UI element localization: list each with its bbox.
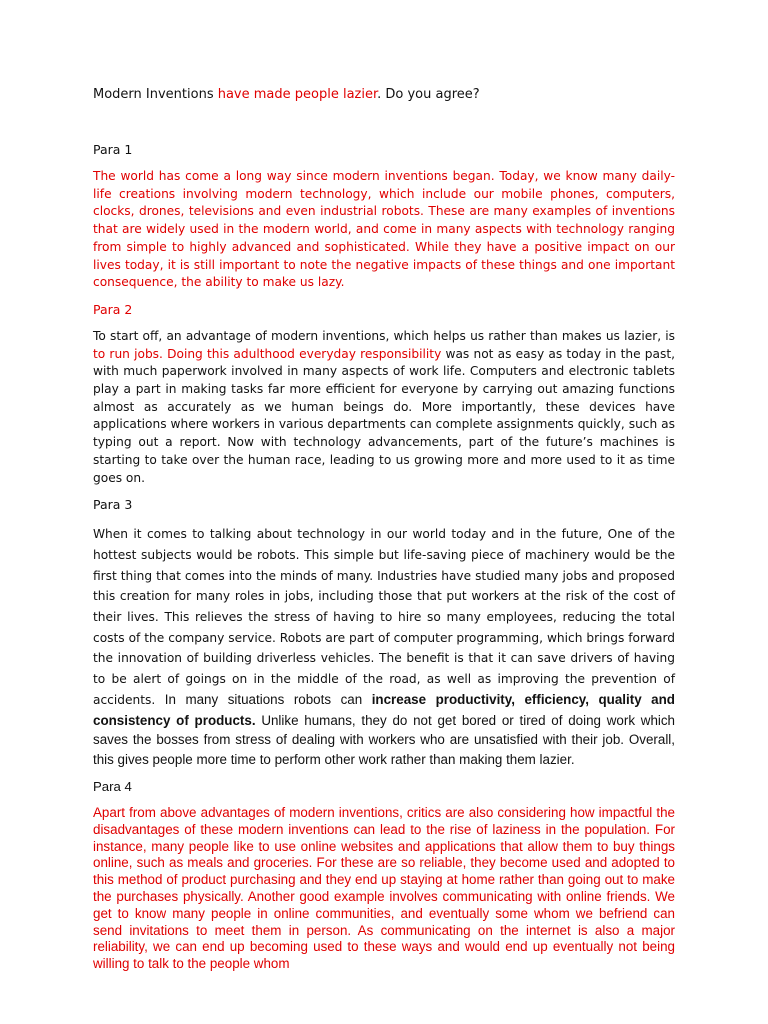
title-highlight: have made people lazier: [217, 87, 378, 102]
para-2-highlight: to run jobs. Doing this adulthood everyday responsibility: [93, 346, 442, 361]
document-page: [93, 86, 675, 973]
para-3-text-4: Unlike humans, they do not get bored or tired of doing work which saves the bosses from stress of dealing with workers who are unsatisfied with their job. Overall, this gives people more time to perform other work rather than making them lazier.: [93, 712, 676, 768]
para-4-label: Para 4: [93, 778, 132, 794]
para-3-text: [93, 523, 675, 769]
para-3-text-1: When it comes to talking about technology in our world today and in the future, One of the hottest subjects would be robots. This simple but life-saving piece of machinery would be the first thing that comes into the minds of many. Industries have studied many jobs and proposed this creation for many roles in jobs, including those that put workers at the risk of the cost of their lives. This relieves the stress of having to hire so many employees, reducing the total costs of the company service. Robots are part of computer programming, which brings forward the innovation of building driverless vehicles. The benefit is that it can save drivers of having to be alert of goings on in the middle of the road, as well as improving the prevention of accidents.: [93, 527, 675, 707]
title-part-3: . Do you agree?: [377, 87, 480, 102]
para-2-text: [93, 328, 675, 487]
para-2-label: Para 2: [93, 301, 133, 317]
para-2-text-1: To start off, an advantage of modern inventions, which helps us rather than makes us lazier, is: [93, 328, 675, 343]
title-part-1: Modern Inventions: [93, 87, 218, 102]
para-1-label: Para 1: [93, 142, 133, 157]
para-2-text-3: was not as easy as today in the past, with much paperwork involved in many aspects of work life. Computers and electronic tablets play a part in making tasks far more efficient for everyone by carrying out amazing functions almost as accurately as we human beings do. More importantly, these devices have applications where workers in various departments can complete assignments quickly, such as typing out a report. Now with technology advancements, part of the future’s machines is starting to take over the human race, leading to us growing more and more used to it as time goes on.: [93, 346, 675, 485]
para-3-label: Para 3: [93, 497, 133, 513]
para-3-bold-text: increase productivity, efficiency, quality and consistency of products.: [93, 691, 675, 728]
para-3-text-2: In many situations robots can: [155, 691, 372, 707]
para-4-text: Apart from above advantages of modern inventions, critics are also considering how impactful the disadvantages of these modern inventions can lead to the rise of laziness in the population. For instance, many people like to use online websites and applications that allow them to buy things online, such as meals and groceries. For these are so reliable, they become used and adopted to this method of product purchasing and they end up staying at home rather than going out to make the purchases physically. Another good example involves communicating with online friends. We get to know many people in online communities, and eventually some whom we befriend can send invitations to meet them in person. As communicating on the internet is also a major reliability, we can end up becoming used to these ways and would end up eventually not being willing to talk to the people whom: [93, 804, 675, 972]
para-1-text: The world has come a long way since modern inventions began. Today, we know many daily-life creations involving modern technology, which include our mobile phones, computers, clocks, drones, televisions and even industrial robots. These are many examples of inventions that are widely used in the modern world, and come in many aspects with technology ranging from simple to highly advanced and sophisticated. While they have a positive impact on our lives today, it is still important to note the negative impacts of these things and one important consequence, the ability to make us lazy.: [93, 169, 675, 290]
essay-title: [93, 86, 675, 104]
